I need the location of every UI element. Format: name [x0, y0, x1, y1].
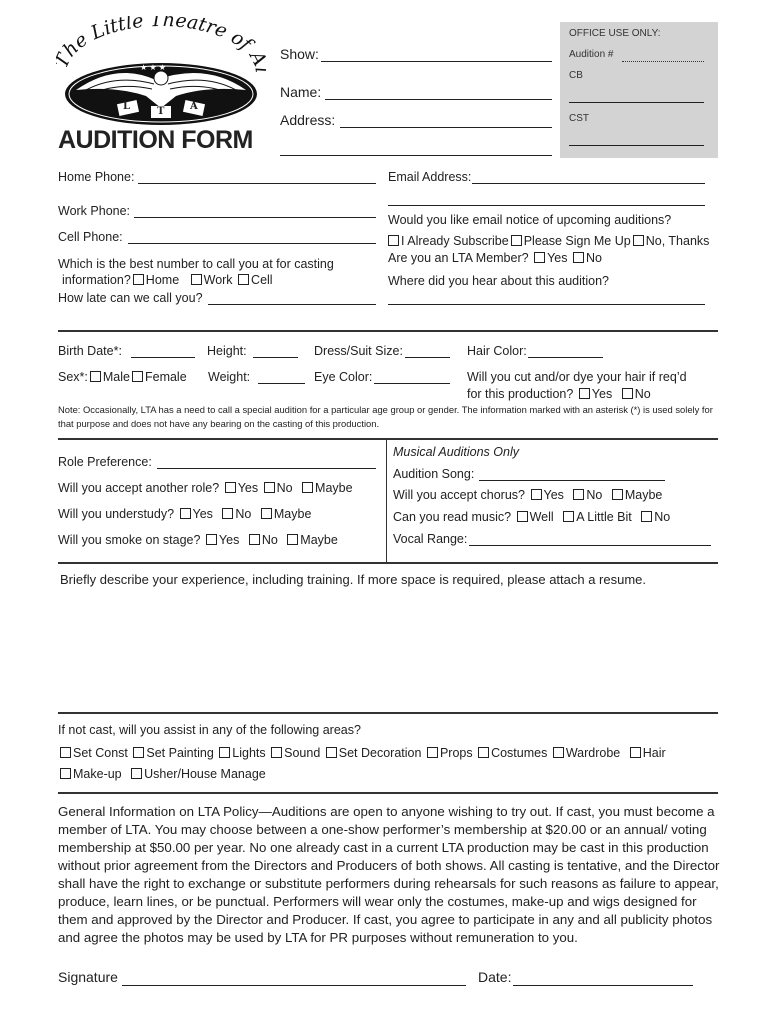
office-use-box: [560, 22, 718, 158]
read-music-question: Can you read music?: [393, 510, 512, 524]
show-label: Show:: [280, 46, 319, 62]
show-input[interactable]: [321, 61, 552, 62]
accept-other-yes-label: Yes: [237, 481, 259, 495]
vocal-range-label: Vocal Range:: [393, 532, 468, 546]
information-label: information?: [62, 273, 131, 287]
chorus-yes-label: Yes: [543, 488, 564, 502]
accept-other-row: [58, 481, 353, 495]
signature-input[interactable]: [122, 985, 466, 986]
lights-label: Lights: [232, 746, 266, 760]
male-checkbox[interactable]: [90, 371, 101, 382]
chorus-yes-checkbox[interactable]: [531, 489, 542, 500]
little-bit-checkbox[interactable]: [563, 511, 574, 522]
smoke-no-label: No: [261, 533, 278, 547]
accept-other-maybe-checkbox[interactable]: [302, 482, 313, 493]
svg-text:★ ★ ★: ★ ★ ★: [140, 63, 166, 72]
address-input-1[interactable]: [340, 127, 552, 128]
cut-hair-no-checkbox[interactable]: [622, 388, 633, 399]
cell-phone-label: Cell Phone:: [58, 230, 123, 244]
office-cb-input[interactable]: [569, 102, 704, 103]
weight-input[interactable]: [258, 383, 305, 384]
office-audition-input[interactable]: [622, 61, 704, 62]
little-bit-label: A Little Bit: [576, 510, 632, 524]
understudy-question: Will you understudy?: [58, 507, 175, 521]
understudy-row: [58, 507, 311, 521]
how-late-input[interactable]: [208, 304, 376, 305]
assist-options-row-2: [58, 767, 266, 781]
section-divider-2: [58, 438, 718, 440]
set-painting-label: Set Painting: [146, 746, 214, 760]
audition-song-input[interactable]: [479, 480, 665, 481]
costumes-checkbox[interactable]: [478, 747, 489, 758]
lta-member-yes-label: Yes: [547, 251, 568, 265]
birth-date-label: Birth Date*:: [58, 344, 122, 358]
usher-checkbox[interactable]: [131, 768, 142, 779]
understudy-yes-label: Yes: [192, 507, 213, 521]
well-checkbox[interactable]: [517, 511, 528, 522]
hair-checkbox[interactable]: [630, 747, 641, 758]
understudy-yes-checkbox[interactable]: [180, 508, 191, 519]
form-title: AUDITION FORM: [58, 126, 253, 154]
smoke-maybe-checkbox[interactable]: [287, 534, 298, 545]
cut-hair-yes-label: Yes: [591, 387, 613, 401]
chorus-question: Will you accept chorus?: [393, 488, 526, 502]
usher-label: Usher/House Manage: [144, 767, 266, 781]
costumes-label: Costumes: [491, 746, 548, 760]
hair-color-label: Hair Color:: [467, 344, 527, 358]
lta-member-question-row: [388, 251, 602, 265]
email-input[interactable]: [472, 183, 705, 184]
policy-paragraph: General Information on LTA Policy—Auditions are open to anyone wishing to try out. If cast, you must become a member of LTA. You may choose between a one-show performer’s membership at $20.00 or an annual/ voting membership at $50.00 per year. No one already cast in a current LTA production may be cast in this production without prior agreement from the Directors and Producers of both shows. All casting is tentative, and the Director shall have the right to exchange or substitute performers during rehearsals for such reasons as failure to appear, produce, learn lines, or be punctual. Performers will wear only the costumes, make-up and wigs designed for them and approved by the Director and Producer. If cast, you agree to participate in any and all publicity photos and agree the photos may be used by LTA for PR purposes without remuneration to you.: [58, 804, 720, 945]
props-label: Props: [439, 746, 473, 760]
set-const-label: Set Const: [73, 746, 128, 760]
smoke-yes-label: Yes: [218, 533, 240, 547]
well-label: Well: [529, 510, 554, 524]
best-number-question: Which is the best number to call you at for casting: [58, 257, 334, 271]
accept-other-no-label: No: [276, 481, 293, 495]
props-checkbox[interactable]: [427, 747, 438, 758]
make-up-label: Make-up: [73, 767, 122, 781]
smoke-no-checkbox[interactable]: [249, 534, 260, 545]
set-decoration-checkbox[interactable]: [326, 747, 337, 758]
smoke-maybe-label: Maybe: [300, 533, 338, 547]
no-thanks-label: No, Thanks: [645, 234, 710, 248]
name-input[interactable]: [325, 99, 552, 100]
email-notice-options: [386, 234, 709, 248]
cut-hair-yes-checkbox[interactable]: [579, 388, 590, 399]
chorus-no-checkbox[interactable]: [573, 489, 584, 500]
birth-date-input[interactable]: [131, 357, 195, 358]
logo-letter-l: L: [123, 101, 131, 112]
svg-text:The Little Theatre of Alexandr: he Little Theatre of: [58, 16, 256, 62]
height-input[interactable]: [253, 357, 298, 358]
column-divider: [386, 440, 387, 562]
email-input-2[interactable]: [388, 205, 705, 206]
lta-member-yes-checkbox[interactable]: [534, 252, 545, 263]
section-divider-3: [58, 562, 718, 564]
already-subscribe-label: I Already Subscribe: [401, 234, 509, 248]
accept-other-no-checkbox[interactable]: [264, 482, 275, 493]
work-checkbox[interactable]: [191, 274, 202, 285]
chorus-maybe-label: Maybe: [624, 488, 663, 502]
cell-checkbox[interactable]: [238, 274, 249, 285]
work-label: Work: [203, 273, 233, 287]
chorus-no-label: No: [586, 488, 603, 502]
office-audition-label: Audition #: [569, 49, 614, 60]
understudy-maybe-checkbox[interactable]: [261, 508, 272, 519]
home-checkbox[interactable]: [133, 274, 144, 285]
section-divider-4: [58, 712, 718, 714]
section-divider-5: [58, 792, 718, 794]
already-subscribe-checkbox[interactable]: [388, 235, 399, 246]
date-input[interactable]: [513, 985, 693, 986]
sign-me-up-label: Please Sign Me Up: [523, 234, 631, 248]
lights-checkbox[interactable]: [219, 747, 230, 758]
hair-color-input[interactable]: [528, 357, 603, 358]
section-divider-1: [58, 330, 718, 332]
wardrobe-checkbox[interactable]: [553, 747, 564, 758]
hair-label: Hair: [642, 746, 666, 760]
dress-size-label: Dress/Suit Size:: [314, 344, 403, 358]
experience-prompt: Briefly describe your experience, including training. If more space is required, please attach a resume.: [60, 572, 647, 587]
address-label: Address:: [280, 112, 336, 128]
office-cst-input[interactable]: [569, 145, 704, 146]
cut-hair-row: [467, 387, 651, 401]
understudy-no-checkbox[interactable]: [222, 508, 233, 519]
lta-member-question: Are you an LTA Member?: [388, 251, 529, 265]
understudy-maybe-label: Maybe: [273, 507, 312, 521]
role-pref-input[interactable]: [157, 468, 376, 469]
best-number-options: [58, 273, 273, 287]
dress-size-input[interactable]: [405, 357, 450, 358]
office-cst-label: CST: [569, 113, 589, 124]
make-up-checkbox[interactable]: [60, 768, 71, 779]
logo-letter-t: T: [157, 106, 165, 117]
work-phone-label: Work Phone:: [58, 204, 131, 218]
read-music-row: [393, 510, 670, 524]
height-label: Height:: [207, 344, 247, 358]
asterisk-note: Note: Occasionally, LTA has a need to call a special audition for a particular age group or gender. The information marked with an asterisk (*) is used solely for that purpose and does not have any bearing on the casting of this production.: [58, 404, 713, 429]
sex-row: [58, 370, 187, 384]
lta-member-no-checkbox[interactable]: [573, 252, 584, 263]
male-label: Male: [102, 370, 130, 384]
vocal-range-input[interactable]: [469, 545, 711, 546]
cut-hair-question: Will you cut and/or dye your hair if req’d: [467, 370, 687, 384]
smoke-row: [58, 533, 338, 547]
accept-other-yes-checkbox[interactable]: [225, 482, 236, 493]
cut-hair-no-label: No: [634, 387, 651, 401]
email-label: Email Address:: [388, 170, 472, 184]
home-phone-label: Home Phone:: [58, 170, 135, 184]
understudy-no-label: No: [235, 507, 252, 521]
audition-song-label: Audition Song:: [393, 467, 475, 481]
smoke-yes-checkbox[interactable]: [206, 534, 217, 545]
eye-color-input[interactable]: [374, 383, 450, 384]
female-label: Female: [144, 370, 187, 384]
date-label: Date:: [478, 969, 512, 985]
female-checkbox[interactable]: [132, 371, 143, 382]
office-heading: OFFICE USE ONLY:: [569, 28, 661, 39]
read-music-no-checkbox[interactable]: [641, 511, 652, 522]
sound-label: Sound: [284, 746, 321, 760]
accept-other-question: Will you accept another role?: [58, 481, 220, 495]
hear-input[interactable]: [388, 304, 705, 305]
lta-logo: [56, 16, 266, 128]
accept-other-maybe-label: Maybe: [315, 481, 353, 495]
how-late-label: How late can we call you?: [58, 291, 203, 305]
sex-label: Sex*:: [58, 370, 88, 384]
role-pref-label: Role Preference:: [58, 455, 152, 469]
read-music-no-label: No: [654, 510, 671, 524]
sound-checkbox[interactable]: [271, 747, 282, 758]
logo-letter-a: A: [190, 101, 198, 112]
cell-label: Cell: [251, 273, 273, 287]
set-decoration-label: Set Decoration: [338, 746, 422, 760]
set-painting-checkbox[interactable]: [133, 747, 144, 758]
hear-question: Where did you hear about this audition?: [388, 274, 609, 288]
home-phone-input[interactable]: [138, 183, 376, 184]
musical-heading: Musical Auditions Only: [393, 445, 519, 459]
cut-hair-question-2: for this production?: [467, 387, 574, 401]
signature-label: Signature: [58, 969, 118, 985]
address-input-2[interactable]: [280, 155, 552, 156]
smoke-question: Will you smoke on stage?: [58, 533, 201, 547]
wardrobe-label: Wardrobe: [565, 746, 621, 760]
lta-member-no-label: No: [585, 251, 602, 265]
chorus-row: [393, 488, 662, 502]
set-const-checkbox[interactable]: [60, 747, 71, 758]
chorus-maybe-checkbox[interactable]: [612, 489, 623, 500]
office-cb-label: CB: [569, 70, 583, 81]
weight-label: Weight:: [208, 370, 251, 384]
assist-options-row-1: [58, 746, 666, 760]
email-notice-question: Would you like email notice of upcoming auditions?: [388, 213, 672, 227]
work-phone-input[interactable]: [134, 217, 376, 218]
sign-me-up-checkbox[interactable]: [511, 235, 522, 246]
assist-question: If not cast, will you assist in any of the following areas?: [58, 723, 361, 737]
no-thanks-checkbox[interactable]: [633, 235, 644, 246]
experience-textarea[interactable]: [58, 592, 718, 708]
cell-phone-input[interactable]: [128, 243, 376, 244]
name-label: Name:: [280, 84, 322, 100]
eye-color-label: Eye Color:: [314, 370, 373, 384]
home-label: Home: [145, 273, 180, 287]
